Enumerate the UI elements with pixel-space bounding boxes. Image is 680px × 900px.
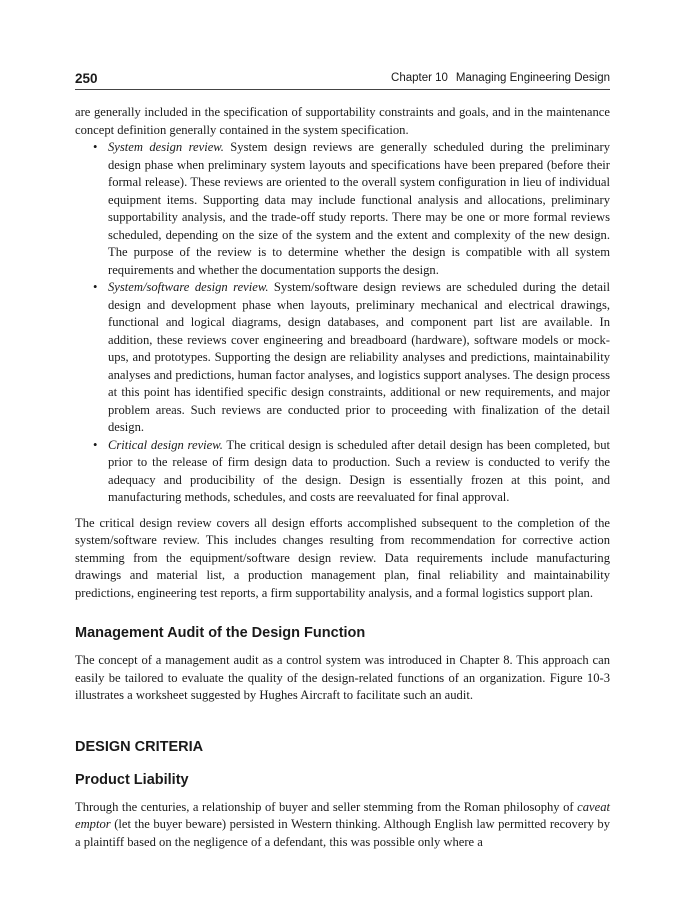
body-text	[75, 104, 610, 851]
product-liability-text-end: (let the buyer beware) persisted in Western thinking. Although English law permitted recovery by a plaintiff based on the negligence of a defendant, this was possible only where a	[75, 817, 610, 849]
review-bullet-list	[75, 139, 610, 507]
bullet-term: System design review.	[108, 140, 224, 154]
bullet-text: The critical design is scheduled after detail design has been completed, but prior to the release of firm design data to production. Such a review is conducted to verify the adequacy and producibility of the design. Design is essentially frozen at this point, and manufacturing methods, schedules, and costs are reevaluated for final approval.	[108, 437, 611, 504]
management-audit-paragraph: The concept of a management audit as a control system was introduced in Chapter 8. This approach can easily be tailored to evaluate the quality of the design-related functions of an organization. Figure 10-3 illustrates a worksheet suggested by Hughes Aircraft to facilitate such an audit.	[75, 653, 610, 702]
continuation-paragraph: are generally included in the specification of supportability constraints and goals, and in the maintenance concept definition generally contained in the system specification.	[75, 105, 610, 137]
page-number: 250	[75, 71, 98, 86]
bullet-term: System/software design review.	[108, 280, 269, 294]
bullet-icon: •	[93, 140, 98, 154]
heading-product-liability: Product Liability	[75, 771, 189, 788]
critical-design-review-paragraph: The critical design review covers all design efforts accomplished subsequent to the completion of the system/software review. This includes changes resulting from recommendation for corrective action stemming from the equipment/software design review. Data requirements include manufacturing drawings and material list, a production management plan, final reliability and maintainability predictions, engineering test reports, a firm supportability analysis, and a formal logistics support plan.	[75, 515, 610, 600]
running-head	[391, 72, 610, 84]
header-rule	[75, 89, 610, 90]
bullet-term: Critical design review.	[108, 437, 223, 452]
heading-design-criteria: DESIGN CRITERIA	[75, 738, 204, 755]
chapter-title: Managing Engineering Design	[455, 72, 610, 84]
heading-management-audit: Management Audit of the Design Function	[75, 625, 366, 641]
product-liability-paragraph	[75, 799, 610, 852]
bullet-system-design-review	[93, 139, 610, 279]
bullet-text: System/software design reviews are scheduled during the detail design and development phase when layouts, preliminary mechanical and electrical drawings, functional and logical diagrams, design databases, and component part list are available. In addition, these reviews cover engineering and breadboard (hardware), software models or mock-ups, and prototypes. Supporting the design are reliability analyses and predictions, maintainability analyses and predictions, human factor analyses, and logistics support analyses. The design process at this point has identified specific design constraints, additional or new requirements, and major problem areas. Such reviews are conducted prior to proceeding with finalization of the detail design.	[108, 280, 610, 434]
running-header	[75, 71, 610, 89]
bullet-icon: •	[93, 280, 98, 294]
bullet-system-software-design-review	[93, 279, 610, 437]
product-liability-italic-term: caveat emptor	[75, 799, 610, 831]
bullet-icon: •	[93, 437, 98, 452]
chapter-label: Chapter 10	[391, 72, 448, 84]
bullet-critical-design-review	[93, 437, 611, 507]
product-liability-text-start: Through the centuries, a relationship of buyer and seller stemming from the Roman philosophy of	[75, 799, 574, 814]
bullet-text: System design reviews are generally scheduled during the preliminary design phase when preliminary system layouts and specifications have been prepared (before their formal release). These reviews are oriented to the overall system configuration in lieu of individual equipment items. Supporting data may include functional analysis and allocations, preliminary supportability analysis, and the trade-off study reports. There may be one or more formal reviews scheduled, depending on the size of the system and the extent and complexity of the new design. The purpose of the review is to determine whether the design is compatible with all system requirements and whether the documentation supports the design.	[108, 140, 610, 277]
